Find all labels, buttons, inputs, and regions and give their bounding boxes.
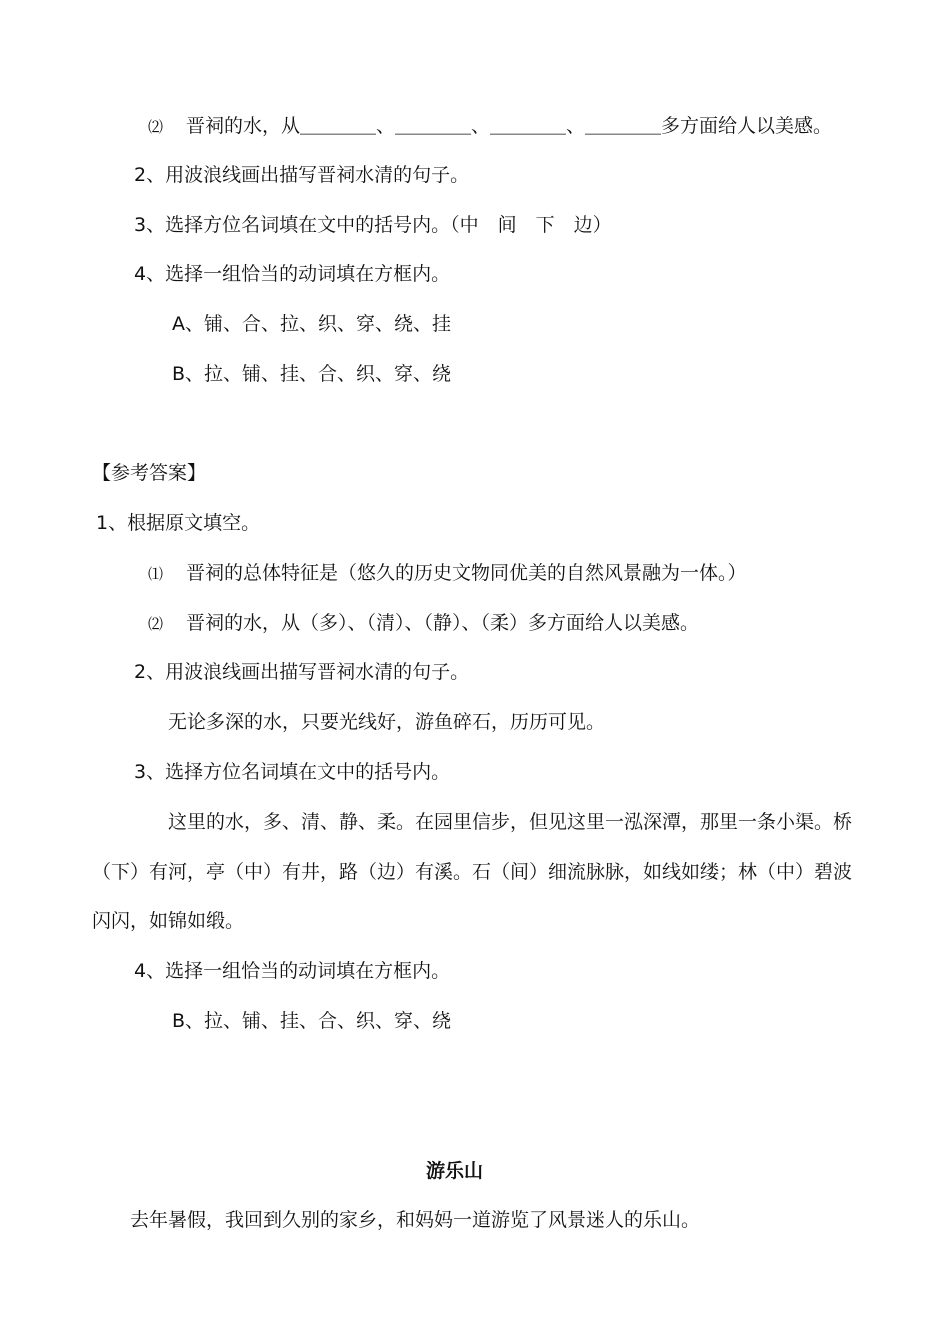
answer-1: 1、根据原文填空。 (96, 512, 261, 534)
item-marker: ⑴ (148, 565, 164, 583)
answer-1-sub-2 (148, 611, 699, 636)
answer-3: 3、选择方位名词填在文中的括号内。 (134, 761, 451, 783)
answer-2-content: 无论多深的水，只要光线好，游鱼碎石，历历可见。 (168, 711, 606, 733)
option-a: A、铺、合、拉、织、穿、绕、挂 (172, 313, 451, 335)
answer-2: 2、用波浪线画出描写晋祠水清的句子。 (134, 661, 470, 683)
answer-4-content: B、拉、铺、挂、合、织、穿、绕 (172, 1010, 452, 1032)
question-4: 4、选择一组恰当的动词填在方框内。 (134, 263, 451, 285)
essay-title: 游乐山 (426, 1160, 484, 1182)
question-1-sub-2 (148, 114, 832, 139)
item-marker: ⑵ (148, 615, 164, 633)
answer-3-paragraph-line-1: 这里的水，多、清、静、柔。在园里信步，但见这里一泓深潭，那里一条小渠。桥 (168, 811, 853, 833)
question-text: 晋祠的水，从＿＿＿＿、＿＿＿＿、＿＿＿＿、＿＿＿＿多方面给人以美感。 (186, 115, 833, 137)
answer-4: 4、选择一组恰当的动词填在方框内。 (134, 960, 451, 982)
answer-3-paragraph-line-2: （下）有河，亭（中）有井，路（边）有溪。石（间）细流脉脉，如线如缕；林（中）碧波 (92, 861, 853, 883)
question-2: 2、用波浪线画出描写晋祠水清的句子。 (134, 164, 470, 186)
answer-text: 晋祠的总体特征是（悠久的历史文物同优美的自然风景融为一体。） (186, 562, 747, 584)
question-3: 3、选择方位名词填在文中的括号内。（中 间 下 边） (134, 214, 612, 236)
answer-text: 晋祠的水，从（多）、（清）、（静）、（柔）多方面给人以美感。 (186, 612, 700, 634)
answer-1-sub-1 (148, 561, 747, 586)
answers-heading: 【参考答案】 (92, 462, 207, 484)
item-marker: ⑵ (148, 118, 164, 136)
option-b: B、拉、铺、挂、合、织、穿、绕 (172, 363, 452, 385)
essay-first-line: 去年暑假，我回到久别的家乡，和妈妈一道游览了风景迷人的乐山。 (130, 1209, 701, 1231)
answer-3-paragraph-line-3: 闪闪，如锦如缎。 (92, 910, 245, 932)
